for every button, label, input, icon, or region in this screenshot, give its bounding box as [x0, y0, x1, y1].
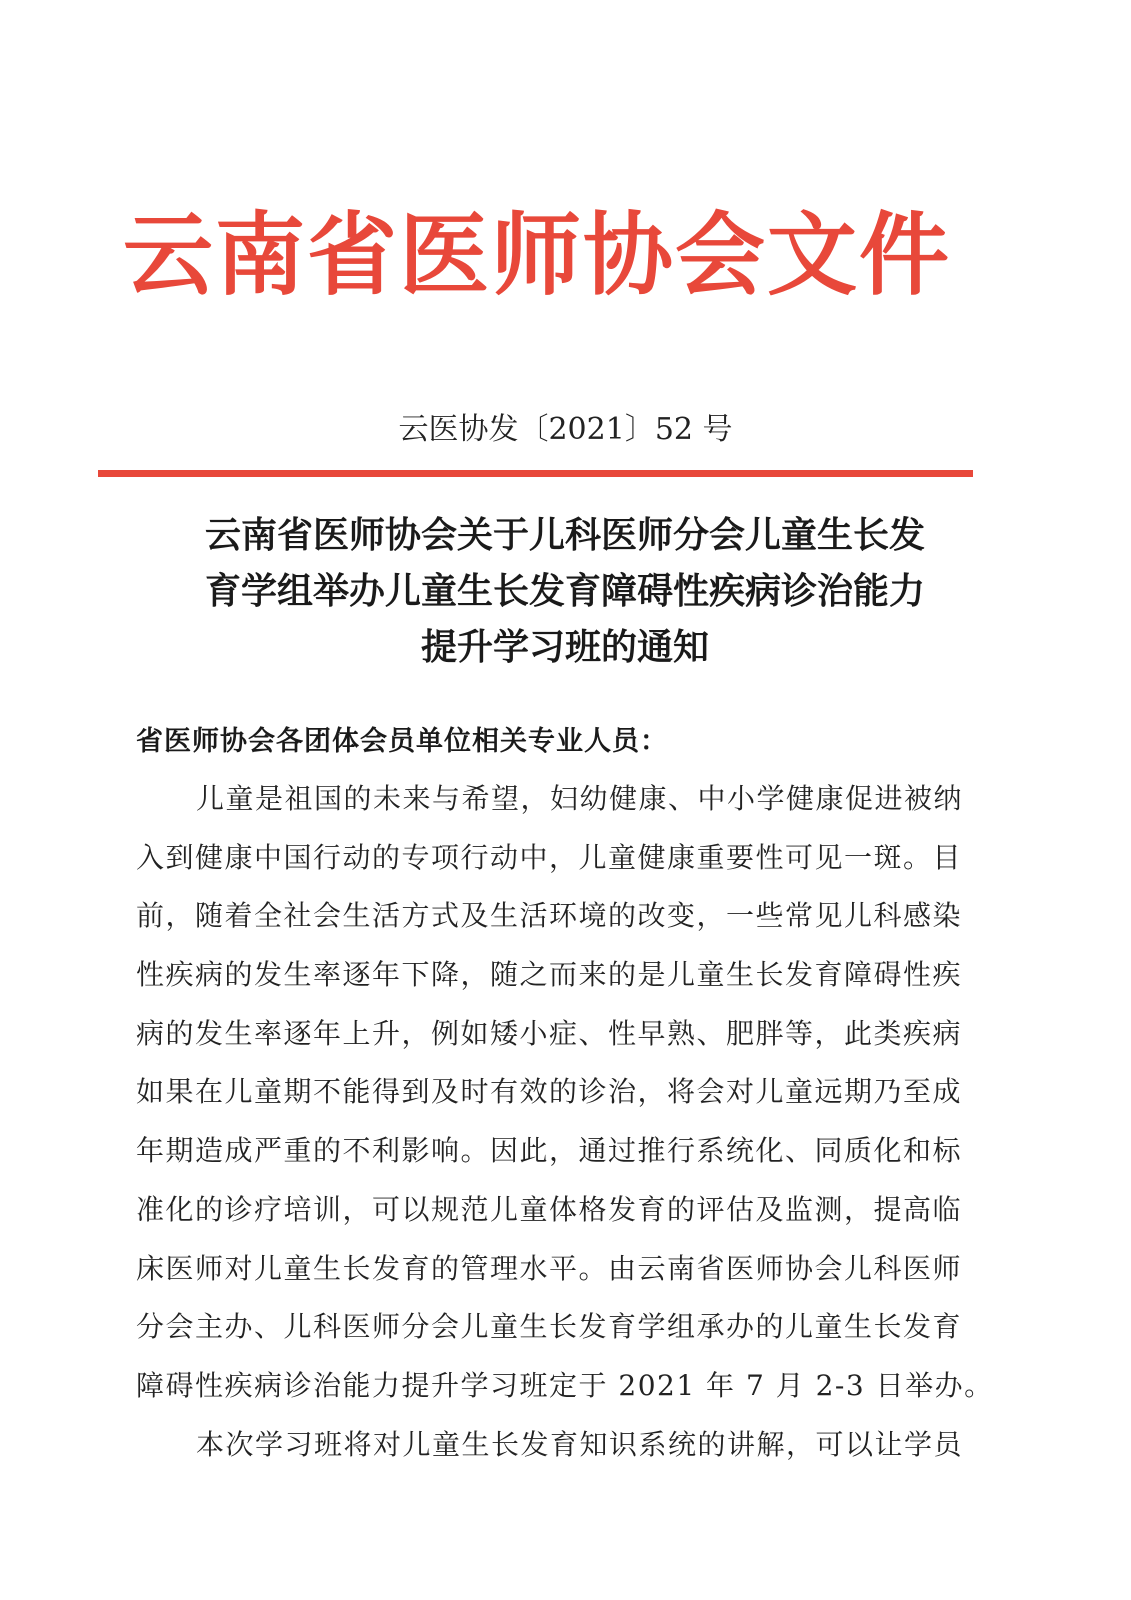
- body-line: 性疾病的发生率逐年下降，随之而来的是儿童生长发育障碍性疾: [136, 958, 963, 992]
- title-line: 云南省医师协会关于儿科医师分会儿童生长发: [204, 515, 925, 556]
- notice-title: [130, 508, 1000, 676]
- body-text: [136, 770, 994, 1474]
- body-line: 如果在儿童期不能得到及时有效的诊治，将会对儿童远期乃至成: [136, 1075, 963, 1109]
- body-line: 分会主办、儿科医师分会儿童生长发育学组承办的儿童生长发育: [136, 1310, 963, 1344]
- body-line: 床医师对儿童生长发育的管理水平。由云南省医师协会儿科医师: [136, 1251, 963, 1285]
- body-line: 入到健康中国行动的专项行动中，儿童健康重要性可见一斑。目: [136, 840, 963, 874]
- masthead-title: 云南省医师协会文件: [123, 203, 951, 308]
- body-line: 准化的诊疗培训，可以规范儿童体格发育的评估及监测，提高临: [136, 1192, 963, 1226]
- body-line: 病的发生率逐年上升，例如矮小症、性早熟、肥胖等，此类疾病: [136, 1016, 963, 1050]
- body-line: 障碍性疾病诊治能力提升学习班定于 2021 年 7 月 2-3 日举办。: [136, 1368, 994, 1402]
- salutation: 省医师协会各团体会员单位相关专业人员：: [136, 726, 668, 757]
- red-divider-line: [98, 470, 973, 477]
- document-number: 云医协发〔2021〕52 号: [398, 412, 733, 447]
- title-line: 提升学习班的通知: [420, 627, 709, 668]
- body-line: 年期造成严重的不利影响。因此，通过推行系统化、同质化和标: [136, 1134, 963, 1168]
- body-line: 儿童是祖国的未来与希望，妇幼健康、中小学健康促进被纳: [196, 782, 964, 815]
- body-line: 本次学习班将对儿童生长发育知识系统的讲解，可以让学员: [196, 1427, 964, 1461]
- title-line: 育学组举办儿童生长发育障碍性疾病诊治能力: [204, 571, 925, 612]
- body-line: 前，随着全社会生活方式及生活环境的改变，一些常见儿科感染: [136, 899, 963, 933]
